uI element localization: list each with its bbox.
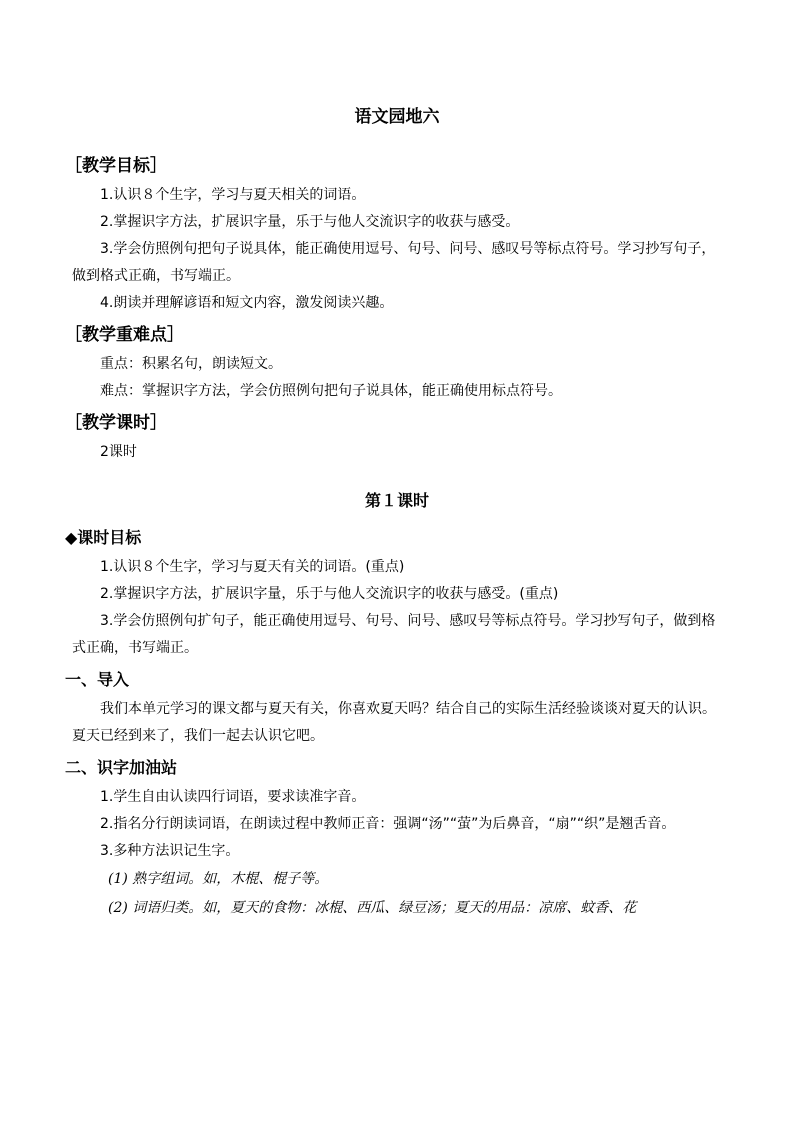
literacy-step-3: 3.多种方法识记生字。: [100, 843, 240, 859]
lesson-goals-heading: ◆课时目标: [65, 528, 142, 547]
goal-item-2: 2.掌握识字方法，扩展识字量，乐于与他人交流识字的收获与感受。: [100, 214, 520, 230]
intro-text: 我们本单元学习的课文都与夏天有关，你喜欢夏天吗？结合自己的实际生活经验谈谈对夏天的认识。夏天已经到来了，我们一起去认识它吧。: [72, 701, 716, 744]
method-item-1: (1) 熟字组词。如，木棍、棍子等。: [108, 871, 329, 887]
key-point-focus: 重点：积累名句，朗读短文。: [100, 356, 282, 372]
section-teaching-goals-heading: ［教学目标］: [65, 156, 167, 176]
section-key-points-heading: ［教学重难点］: [65, 325, 184, 345]
key-point-difficulty: 难点：掌握识字方法，学会仿照例句把句子说具体，能正确使用标点符号。: [100, 383, 562, 399]
lesson-1-title: 第１课时: [364, 491, 429, 510]
section-class-hours-heading: ［教学课时］: [65, 413, 167, 433]
literacy-step-1: 1.学生自由认读四行词语，要求读准字音。: [100, 789, 366, 805]
goal-item-3: 3.学会仿照例句把句子说具体，能正确使用逗号、句号、问号、感叹号等标点符号。学习抄写句子，做到格式正确，书写端正。: [72, 241, 716, 284]
lesson-goal-3: 3.学会仿照例句扩句子，能正确使用逗号、句号、问号、感叹号等标点符号。学习抄写句子，做到格式正确，书写端正。: [72, 613, 716, 656]
method-item-2: (2) 词语归类。如，夏天的食物：冰棍、西瓜、绿豆汤；夏天的用品：凉席、蚊香、花: [108, 900, 637, 916]
goal-item-1: 1.认识８个生字，学习与夏天相关的词语。: [100, 187, 366, 203]
lesson-goal-1: 1.认识８个生字，学习与夏天有关的词语。(重点): [100, 559, 405, 575]
literacy-step-2: 2.指名分行朗读词语，在朗读过程中教师正音：强调“汤”“萤”为后鼻音，“扇”“织”是翘舌音。: [100, 816, 676, 832]
literacy-heading: 二、识字加油站: [65, 758, 178, 777]
class-hours-value: 2课时: [100, 444, 137, 460]
goal-item-4: 4.朗读并理解谚语和短文内容，激发阅读兴趣。: [100, 295, 394, 311]
intro-heading: 一、导入: [65, 670, 130, 689]
lesson-goal-2: 2.掌握识字方法，扩展识字量，乐于与他人交流识字的收获与感受。(重点): [100, 586, 559, 602]
document-title: 语文园地六: [354, 107, 440, 127]
